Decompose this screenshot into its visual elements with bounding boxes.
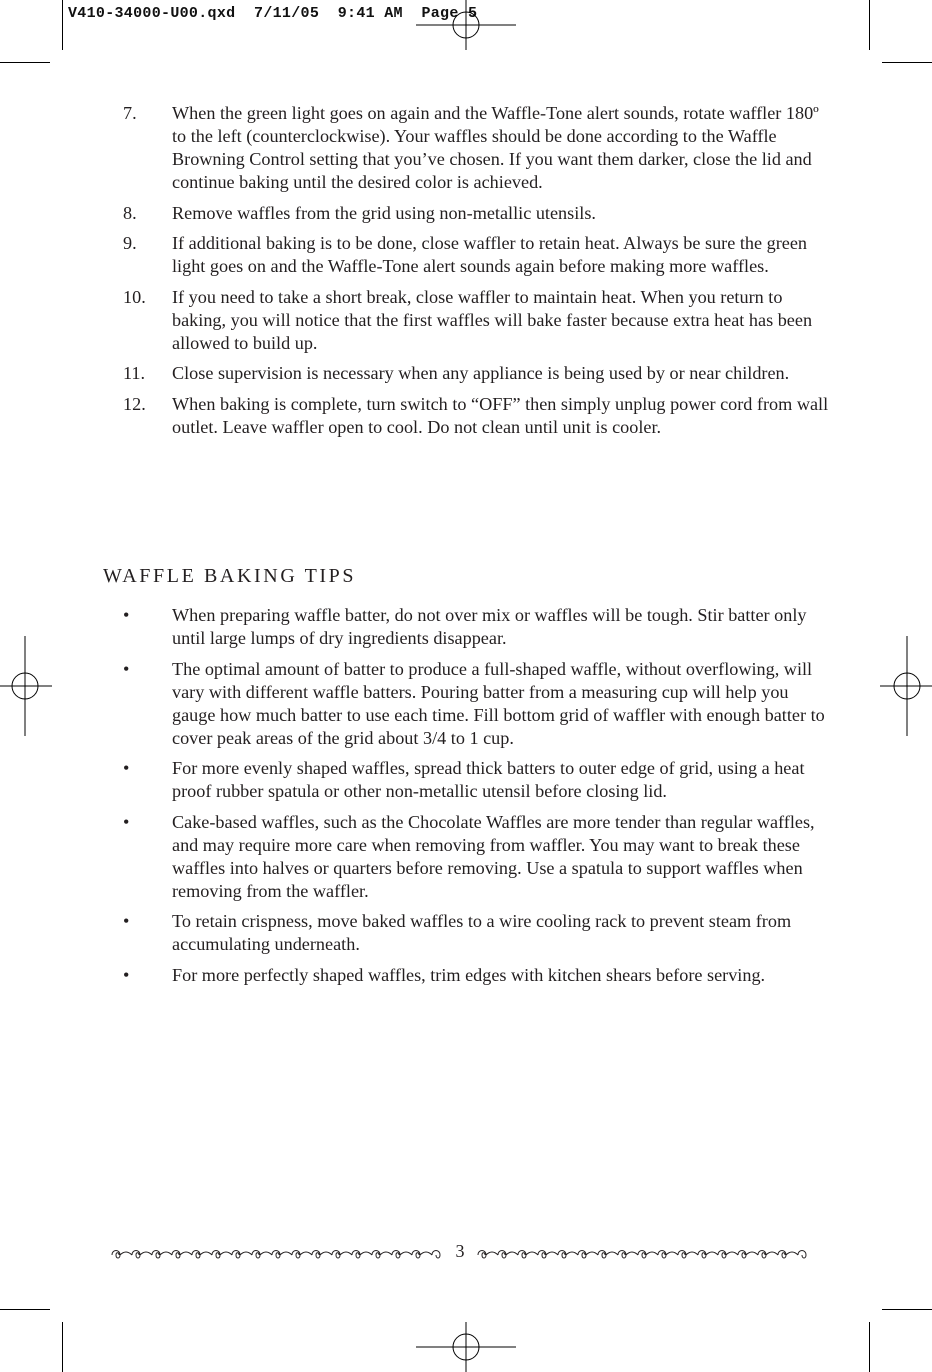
instruction-steps bbox=[123, 102, 835, 446]
bullet-icon: • bbox=[123, 605, 130, 625]
step-item bbox=[123, 102, 835, 194]
step-number: 7. bbox=[123, 103, 137, 123]
decorative-swirl-left-icon bbox=[110, 1243, 442, 1263]
crop-mark-tr-h bbox=[882, 62, 932, 63]
tip-item bbox=[123, 757, 835, 803]
registration-mark-bottom-icon bbox=[416, 1322, 516, 1372]
crop-mark-tr-v bbox=[869, 0, 870, 50]
registration-mark-right-icon bbox=[880, 636, 932, 736]
page-number: 3 bbox=[455, 1241, 465, 1261]
tips-list bbox=[123, 604, 835, 994]
bullet-icon: • bbox=[123, 911, 130, 931]
step-text: If additional baking is to be done, close waffler to retain heat. Always be sure the green light goes on and the Waffle-Tone alert sounds again before making more waffles. bbox=[172, 233, 808, 276]
step-item bbox=[123, 393, 835, 439]
step-item bbox=[123, 362, 835, 385]
bullet-icon: • bbox=[123, 658, 130, 679]
tip-text: Cake-based waffles, such as the Chocolate Waffles are more tender than regular waffles, and may require more care when removing from waffler. You may want to break these waffles into halves or quarters before removing. Use a spatula to support waffles when removing from the waffler. bbox=[172, 811, 815, 901]
step-text: Close supervision is necessary when any appliance is being used by or near children. bbox=[172, 363, 790, 383]
step-item bbox=[123, 232, 835, 278]
tip-item bbox=[123, 604, 835, 650]
step-text: If you need to take a short break, close waffler to maintain heat. When you return to baking, you will notice that the first waffles will bake faster because extra heat has been allowed to build up. bbox=[172, 286, 813, 353]
registration-mark-top-icon bbox=[416, 0, 516, 50]
step-text: Remove waffles from the grid using non-metallic utensils. bbox=[172, 202, 596, 223]
decorative-swirl-right-icon bbox=[476, 1243, 808, 1263]
bullet-icon: • bbox=[123, 811, 130, 832]
crop-mark-br-v bbox=[869, 1322, 870, 1372]
step-number: 12. bbox=[123, 393, 146, 414]
step-number: 11. bbox=[123, 363, 146, 383]
tip-item bbox=[123, 964, 835, 987]
step-number: 10. bbox=[123, 286, 146, 307]
tip-text: The optimal amount of batter to produce a full-shaped waffle, without overflowing, will vary with different waffle batters. Pouring batter from a measuring cup will help you gauge how much batter to use each time. Fill bottom grid of waffler with enough batter to cover peak areas of the grid about 3/4 to 1 cup. bbox=[172, 658, 825, 748]
crop-mark-br-h bbox=[882, 1309, 932, 1310]
bullet-icon: • bbox=[123, 758, 130, 778]
step-item bbox=[123, 202, 835, 225]
step-number: 8. bbox=[123, 202, 137, 223]
bullet-icon: • bbox=[123, 964, 130, 985]
tip-text: When preparing waffle batter, do not over mix or waffles will be tough. Stir batter only until large lumps of dry ingredients disappear. bbox=[172, 605, 807, 648]
step-text: When baking is complete, turn switch to “OFF” then simply unplug power cord from wall outlet. Leave waffler open to cool. Do not clean until unit is cooler. bbox=[172, 393, 829, 437]
step-item bbox=[123, 286, 835, 355]
section-heading: WAFFLE BAKING TIPS bbox=[103, 565, 357, 587]
registration-mark-left-icon bbox=[0, 636, 52, 736]
tip-text: To retain crispness, move baked waffles to a wire cooling rack to prevent steam from accumulating underneath. bbox=[172, 911, 792, 954]
step-text: When the green light goes on again and the Waffle-Tone alert sounds, rotate waffler 180º to the left (counterclockwise). Your waffles should be done according to the Waffle Browning Control setting that you’ve chosen. If you want them darker, close the lid and continue baking until the desired color is achieved. bbox=[172, 103, 819, 192]
tip-item bbox=[123, 658, 835, 750]
tip-item bbox=[123, 811, 835, 903]
printer-slug: V410-34000-U00.qxd 7/11/05 9:41 AM Page 5 bbox=[68, 5, 478, 22]
crop-mark-tl-v bbox=[62, 0, 63, 50]
tip-text: For more perfectly shaped waffles, trim edges with kitchen shears before serving. bbox=[172, 964, 766, 985]
crop-mark-bl-v bbox=[62, 1322, 63, 1372]
tip-text: For more evenly shaped waffles, spread thick batters to outer edge of grid, using a heat proof rubber spatula or other non-metallic utensil before closing lid. bbox=[172, 758, 805, 801]
tip-item bbox=[123, 910, 835, 956]
page-footer bbox=[110, 1243, 810, 1263]
crop-mark-tl-h bbox=[0, 62, 50, 63]
step-number: 9. bbox=[123, 233, 137, 253]
crop-mark-bl-h bbox=[0, 1309, 50, 1310]
